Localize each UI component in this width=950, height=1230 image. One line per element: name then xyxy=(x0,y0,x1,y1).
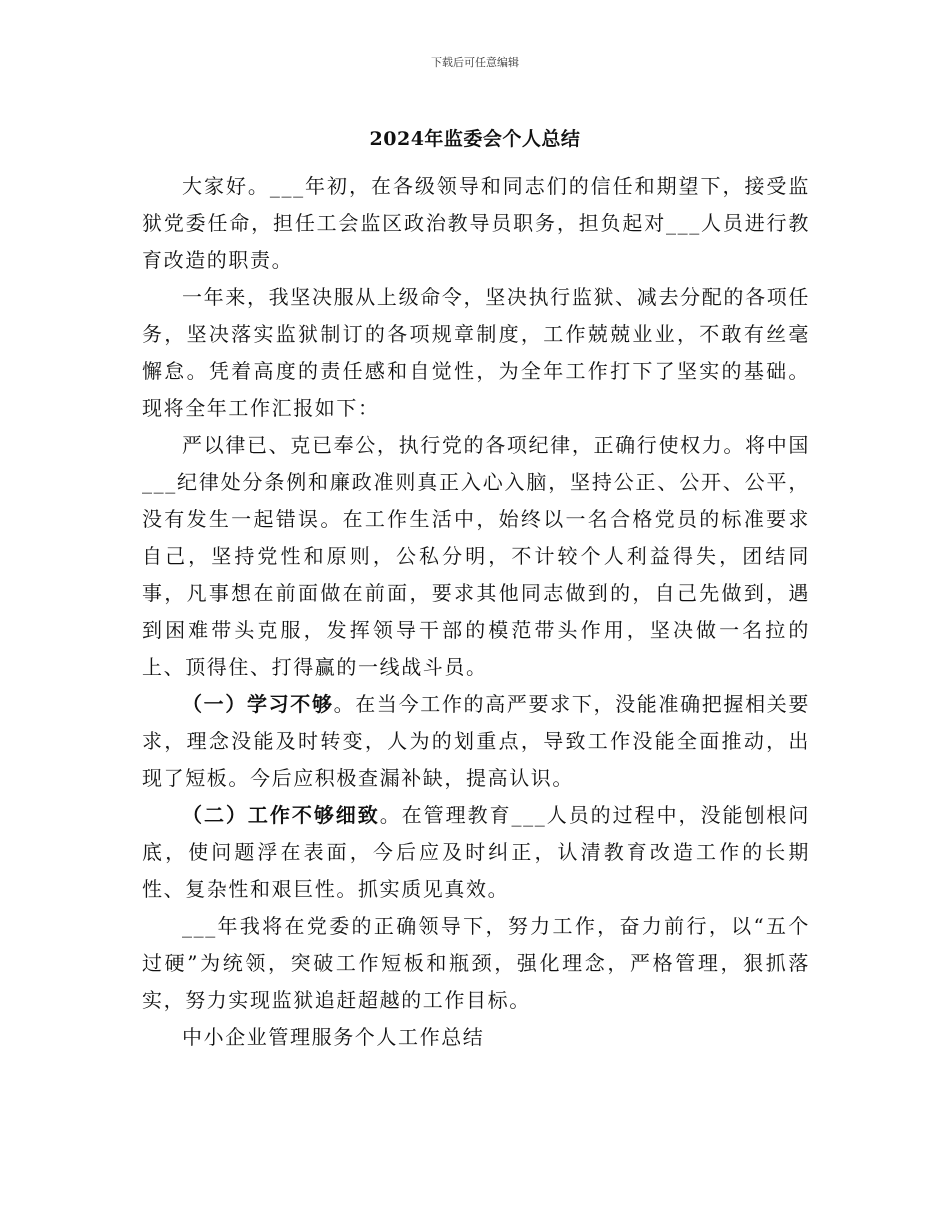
paragraph-closing: ___年我将在党委的正确领导下，努力工作，奋力前行，以“五个过硬”为统领，突破工作短板和瓶颈，强化理念，严格管理，狠抓落实，努力实现监狱追赶超越的工作目标。 xyxy=(142,914,810,1012)
paragraph-overview: 一年来，我坚决服从上级命令，坚决执行监狱、减去分配的各项任务，坚决落实监狱制订的各项规章制度，工作兢兢业业，不敢有丝毫懈怠。凭着高度的责任感和自觉性，为全年工作打下了坚实的基础。现将全年工作汇报如下： xyxy=(142,285,810,420)
issue-item xyxy=(142,686,810,797)
issue-heading: （二）工作不够细致 xyxy=(182,803,380,827)
header-note: 下载后可任意编辑 xyxy=(431,56,519,69)
issue-text: 。在当今工作的高严要求下，没能准确把握相关要求，理念没能及时转变，人为的划重点，导致工作没能全面推动，出现了短板。今后应积极查漏补缺，提高认识。 xyxy=(142,692,811,790)
document-body xyxy=(142,168,810,1056)
next-document-title: 中小企业管理服务个人工作总结 xyxy=(182,1025,485,1049)
page-title: 2024年监委会个人总结 xyxy=(369,128,581,150)
issue-heading: （一）学习不够 xyxy=(182,692,334,716)
issue-text: 。在管理教育___人员的过程中，没能刨根问底，使问题浮在表面，今后应及时纠正，认清教育改造工作的长期性、复杂性和艰巨性。抓实质见真效。 xyxy=(142,803,810,901)
paragraph-discipline: 严以律已、克已奉公，执行党的各项纪律，正确行使权力。将中国___纪律处分条例和廉政准则真正入心入脑，坚持公正、公开、公平，没有发生一起错误。在工作生活中，始终以一名合格党员的标准要求自己，坚持党性和原则，公私分明，不计较个人利益得失，团结同事，凡事想在前面做在前面，要求其他同志做到的，自己先做到，遇到困难带头克服，发挥领导干部的模范带头作用，坚决做一名拉的上、顶得住、打得赢的一线战斗员。 xyxy=(142,433,810,679)
paragraph-intro: 大家好。___年初，在各级领导和同志们的信任和期望下，接受监狱党委任命，担任工会监区政治教导员职务，担负起对___人员进行教育改造的职责。 xyxy=(142,174,810,272)
issue-item xyxy=(142,797,810,908)
